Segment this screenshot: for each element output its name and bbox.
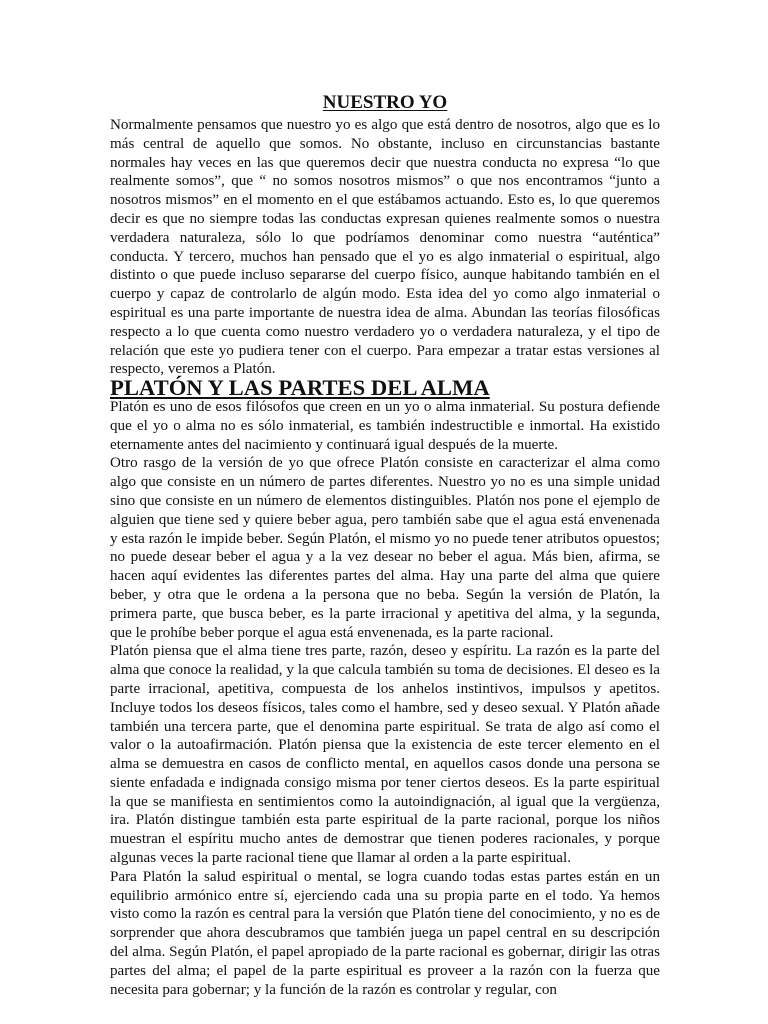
document-title: NUESTRO YO xyxy=(322,92,448,113)
section-paragraph-1: Platón es uno de esos filósofos que creen en un yo o alma inmaterial. Su postura defiende que el yo o alma no es sólo inmaterial, es también indestructible e inmortal. Ha existido eternamente antes del nacimiento y continuará igual después de la muerte. xyxy=(110,398,660,453)
section-paragraph-3: Platón piensa que el alma tiene tres parte, razón, deseo y espíritu. La razón es la parte del alma que conoce la realidad, y la que calcula también su toma de decisiones. El deseo es la parte irracional, apetitiva, compuesta de los anhelos instintivos, impulsos y apetitos. Incluye todos los deseos físicos, tales como el hambre, sed y deseo sexual. Y Platón añade también una tercera parte, que el denomina parte espiritual. Se trata de algo así como el valor o la autoafirmación. Platón piensa que la existencia de este tercer elemento en el alma se demuestra en casos de conflicto mental, en aquellos casos donde una persona se siente enfadada e indignada consigo misma por tener ciertos deseos. Es la parte espiritual la que se manifiesta en sentimientos como la autoindignación, al igual que la vergüenza, ira. Platón distingue también esta parte espiritual de la parte racional, porque los niños muestran el espíritu mucho antes de demostrar que tienen poderes racionales, y porque algunas veces la parte racional tiene que llamar al orden a la parte espiritual. xyxy=(110,643,660,867)
intro-paragraph: Normalmente pensamos que nuestro yo es algo que está dentro de nosotros, algo que es lo más central de aquello que somos. No obstante, incluso en circunstancias bastante normales hay veces en las que queremos decir que nuestra conducta no expresa “lo que realmente somos”, que “ no somos nosotros mismos” o que nos encontramos “junto a nosotros mismos” en el momento en el que estábamos actuando. Esto es, lo que queremos decir es que no siempre todas las conductas expresan quienes realmente somos o nuestra verdadera naturaleza, sólo lo que podríamos denominar como nuestra “auténtica” conducta. Y tercero, muchos han pensado que el yo es algo inmaterial o espiritual, algo distinto o que puede incluso separarse del cuerpo físico, aunque habitando también en el cuerpo y capaz de controlarlo de algún modo. Esta idea del yo como algo inmaterial o espiritual es una parte importante de nuestra idea de alma. Abundan las teorías filosóficas respecto a lo que cuenta como nuestro verdadero yo o verdadera naturaleza, y el tipo de relación que este yo pudiera tener con el cuerpo. Para empezar a tratar estas versiones al respecto, veremos a Platón. xyxy=(110,117,660,378)
section-heading: PLATÓN Y LAS PARTES DEL ALMA xyxy=(110,375,490,401)
section-paragraph-4: Para Platón la salud espiritual o mental, se logra cuando todas estas partes están en un equilibrio armónico entre sí, ejerciendo cada una su propia parte en el todo. Ya hemos visto como la razón es central para la versión que Platón tiene del conocimiento, y no es de sorprender que ahora descubramos que también juega un papel central en su descripción del alma. Según Platón, el papel apropiado de la parte racional es gobernar, dirigir las otras partes del alma; el papel de la parte espiritual es proveer a la razón con la fuerza que necesita para gobernar; y la función de la razón es controlar y regular, con xyxy=(110,868,660,998)
section-paragraph-2: Otro rasgo de la versión de yo que ofrece Platón consiste en caracterizar el alma como algo que consiste en un número de partes diferentes. Nuestro yo no es una simple unidad sino que consiste en un número de elementos distinguibles. Platón nos pone el ejemplo de alguien que tiene sed y quiere beber agua, pero también sabe que el agua está envenenada y esta razón le impide beber. Según Platón, el mismo yo no puede tener atributos opuestos; no puede desear beber el agua y a la vez desear no beber el agua. Más bien, afirma, se hacen aquí evidentes las diferentes partes del alma. Hay una parte del alma que quiere beber, y otra que le ordena a la persona que no beba. Según la versión de Platón, la primera parte, que busca beber, es la parte irracional y apetitiva del alma, y la segunda, que le prohíbe beber porque el agua está envenenada, es la parte racional. xyxy=(110,455,660,641)
document-page xyxy=(110,92,660,999)
